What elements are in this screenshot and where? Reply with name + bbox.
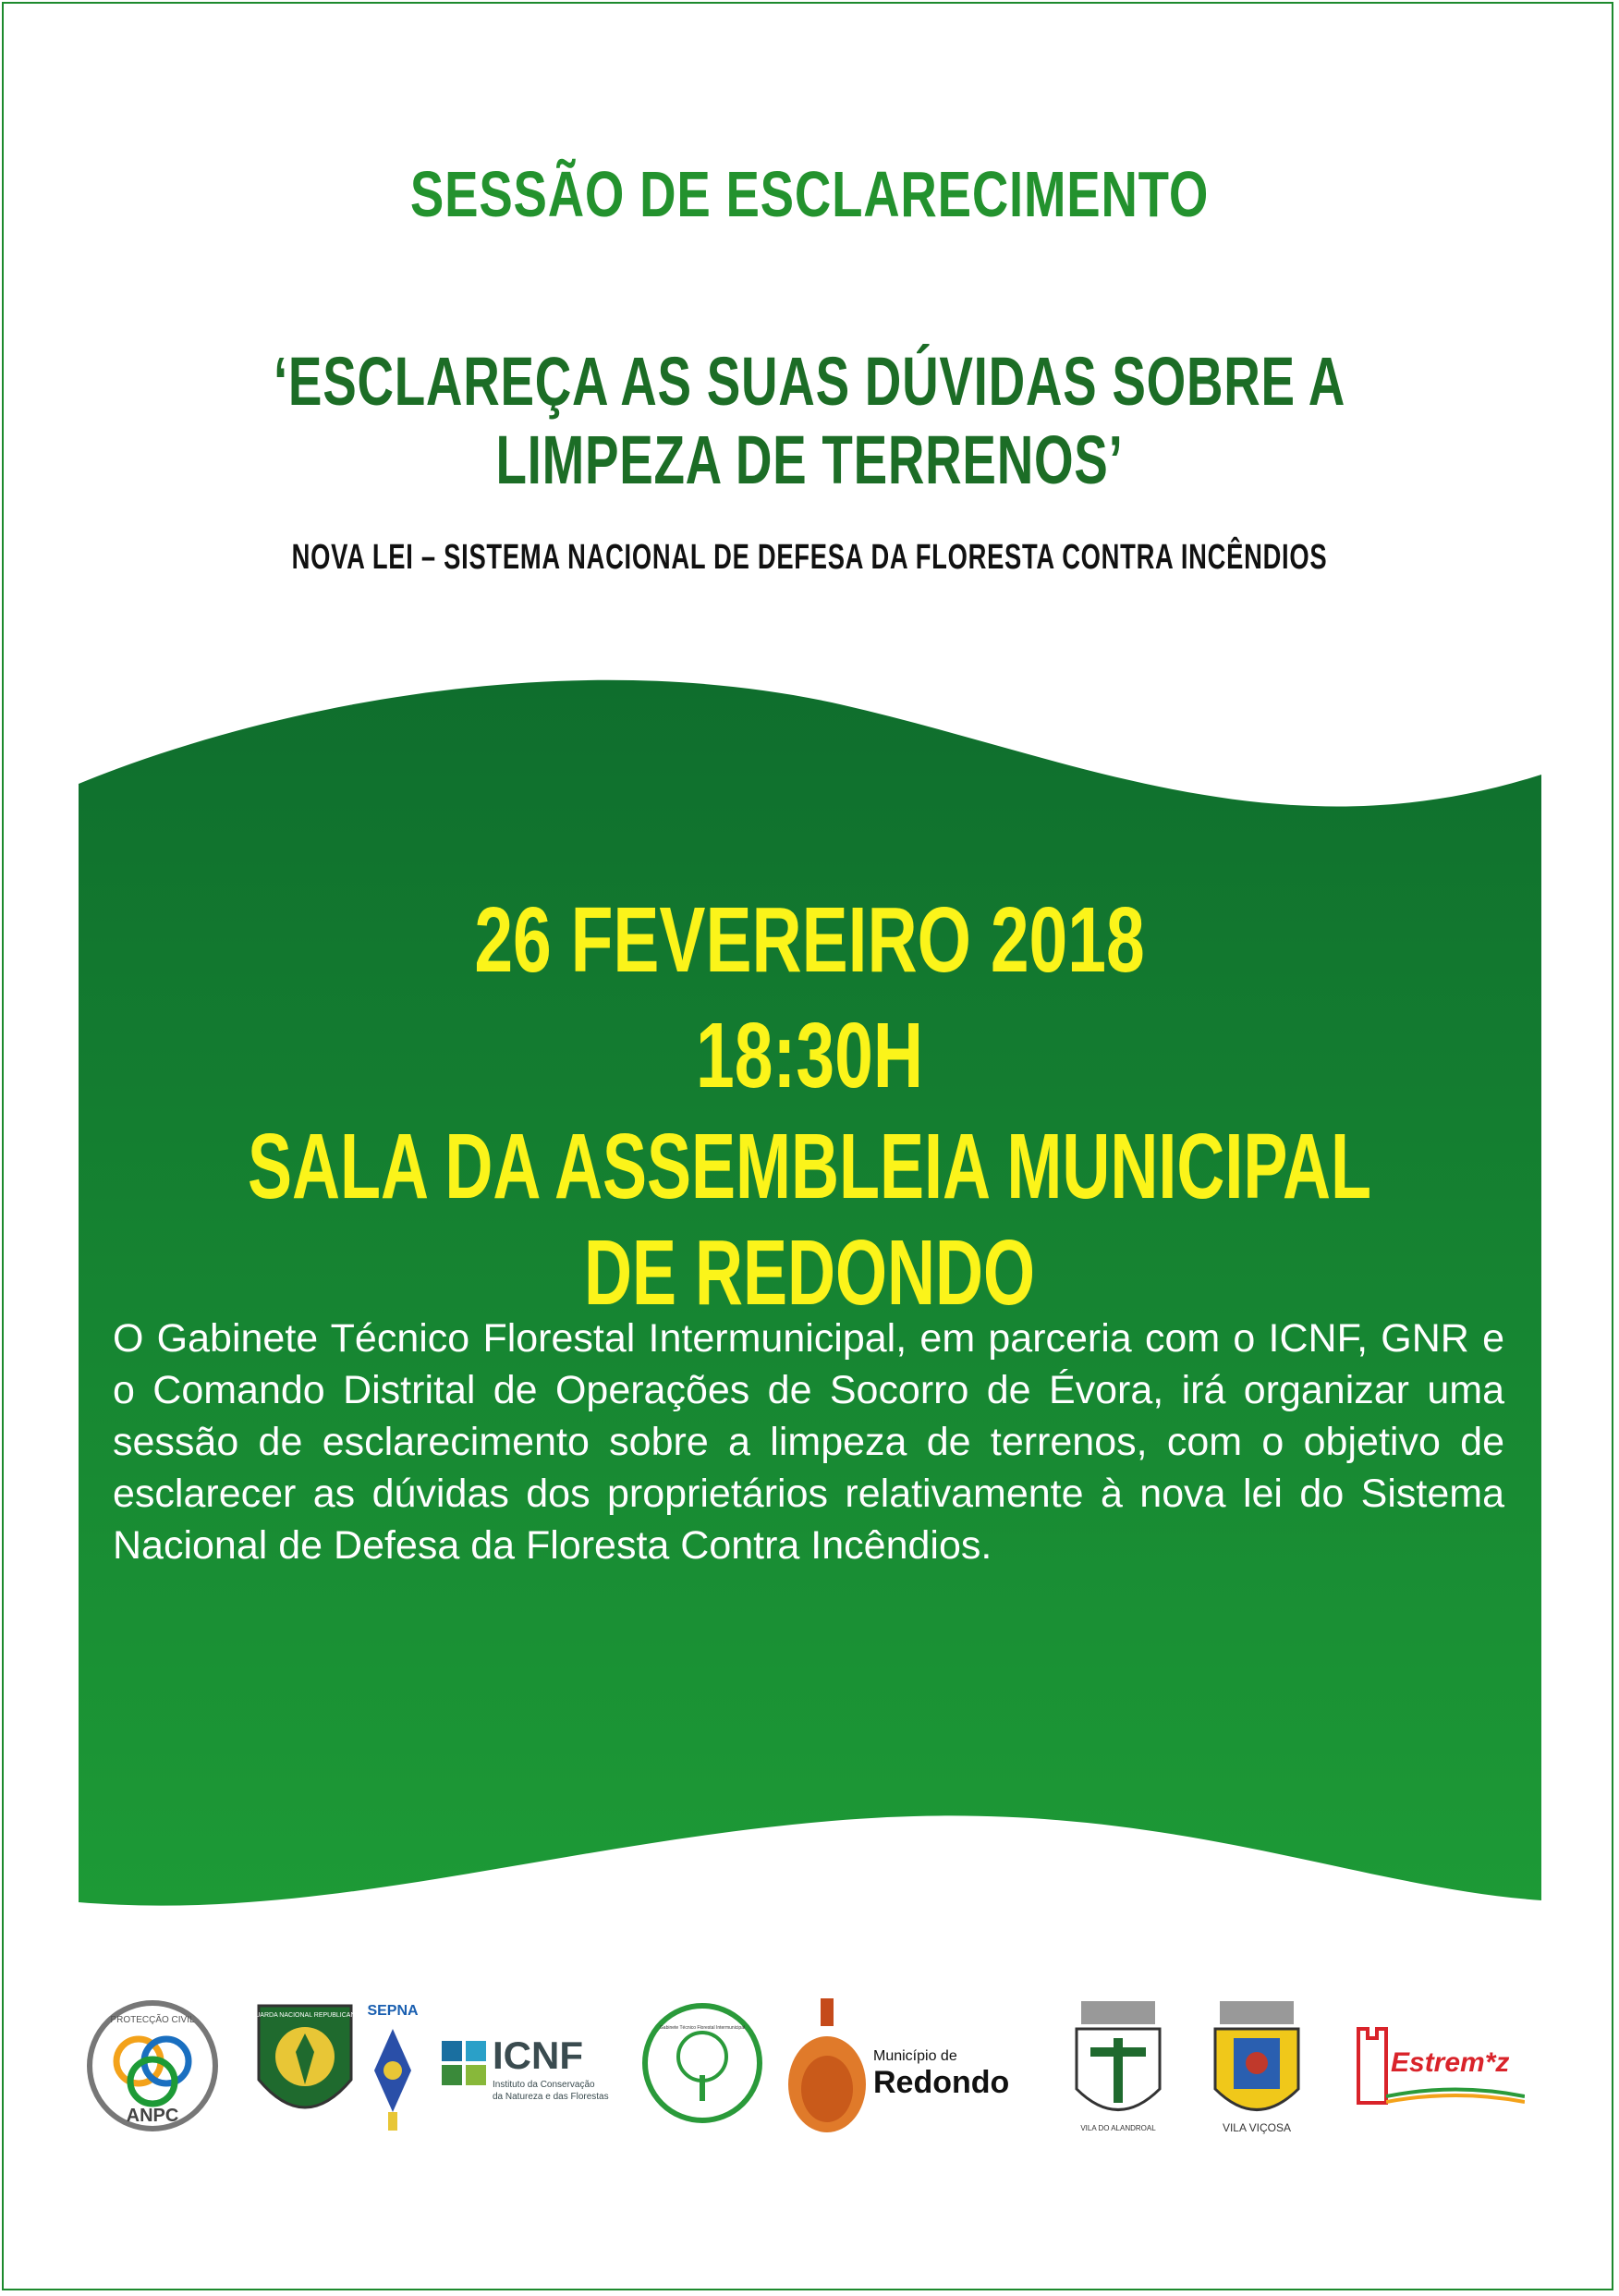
event-date: 26 FEVEREIRO 2018	[474, 888, 1145, 992]
event-venue: SALA DA ASSEMBLEIA MUNICIPAL DE REDONDO	[248, 1115, 1371, 1325]
estremoz-tower-icon	[1354, 2024, 1391, 2107]
icnf-line2: da Natureza e das Florestas	[493, 2092, 609, 2102]
redondo-line1: Município de	[873, 2048, 957, 2064]
vila-vicosa-coat-of-arms	[1197, 1997, 1317, 2135]
sepna-label: SEPNA	[367, 2003, 419, 2019]
icnf-leaf-icon	[442, 2041, 488, 2096]
vila-vicosa-label: VILA VIÇOSA	[1222, 2121, 1292, 2134]
gtf-name: Gabinete Técnico Florestal Intermunicipal	[659, 2025, 746, 2031]
gtf-logo	[638, 1997, 767, 2135]
law-subtitle: NOVA LEI – SISTEMA NACIONAL DE DEFESA DA FLORESTA CONTRA INCÊNDIOS	[291, 538, 1328, 577]
sepna-logo	[365, 1997, 420, 2135]
icnf-name: ICNF	[493, 2033, 583, 2077]
icnf-line1: Instituto da Conservação	[493, 2080, 595, 2090]
redondo-line2: Redondo	[873, 2065, 1010, 2100]
protecao-civil-logo	[83, 1997, 222, 2135]
gnr-ring-text: GUARDA NACIONAL REPUBLICANA	[250, 2012, 360, 2019]
session-subtitle: ‘ESCLAREÇA AS SUAS DÚVIDAS SOBRE A LIMPEZA DE TERRENOS’	[273, 343, 1346, 498]
estremoz-swoosh	[1386, 2087, 1525, 2106]
estremoz-label: Estrem*z	[1391, 2047, 1510, 2078]
partner-logos	[74, 1997, 1543, 2135]
redondo-logo	[785, 1997, 1026, 2135]
protecao-civil-ring-text: PROTECÇÃO CIVIL	[110, 2015, 195, 2025]
alandroal-label: VILA DO ALANDROAL	[1080, 2124, 1156, 2132]
pot-icon	[785, 1997, 869, 2135]
event-time: 18:30H	[696, 1004, 923, 1107]
gnr-logo	[250, 1997, 360, 2135]
estremoz-logo	[1354, 2024, 1529, 2126]
icnf-logo	[442, 2033, 608, 2117]
alandroal-coat-of-arms	[1063, 1997, 1174, 2135]
event-description: O Gabinete Técnico Florestal Intermunicipal, em parceria com o ICNF, GNR e o Comando Distrital de Operações de Socorro de Évora, irá organizar uma sessão de esclarecimento sobre a limpeza de terrenos, com o objetivo de esclarecer as dúvidas dos proprietários relativamente à nova lei do Sistema Nacional de Defesa da Floresta Contra Incêndios.	[113, 1316, 1504, 1568]
anpc-acronym: ANPC	[126, 2106, 179, 2126]
session-title: SESSÃO DE ESCLARECIMENTO	[409, 158, 1210, 230]
